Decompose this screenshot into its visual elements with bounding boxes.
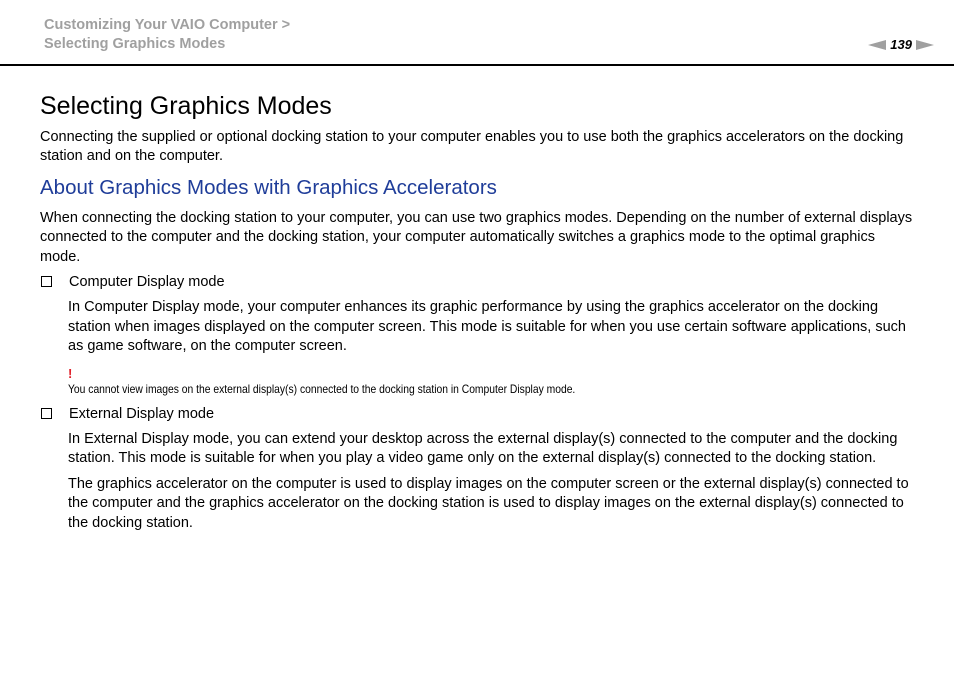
page-navigator xyxy=(868,37,934,52)
breadcrumb-current: Selecting Graphics Modes xyxy=(44,36,226,52)
note-text: You cannot view images on the external display(s) connected to the docking station in Computer Display mode. xyxy=(68,381,576,396)
page-title: Selecting Graphics Modes xyxy=(40,92,332,120)
page-number: 139 xyxy=(890,37,912,52)
note-block xyxy=(68,367,915,397)
mode-description: In Computer Display mode, your computer enhances its graphic performance by using the graphics accelerator on the docking station when images displayed on the computer screen. This mode is suitable for when you use certain software applications, such as game software, on the computer screen. xyxy=(68,299,906,355)
section-title: About Graphics Modes with Graphics Accelerators xyxy=(40,175,497,199)
main-content xyxy=(40,90,915,539)
section-intro-paragraph: When connecting the docking station to your computer, you can use two graphics modes. Depending on the number of external displays connected to the computer and the docking station, your computer automatically switches a graphics mode to the optimal graphics mode. xyxy=(40,209,913,265)
bullet-computer-display-mode xyxy=(40,273,915,292)
checkbox-bullet-icon xyxy=(41,276,52,287)
bullet-label: Computer Display mode xyxy=(69,274,225,291)
intro-paragraph: Connecting the supplied or optional docking station to your computer enables you to use both the graphics accelerators on the docking station and on the computer. xyxy=(40,129,904,165)
page-header xyxy=(0,0,954,66)
breadcrumb xyxy=(44,16,290,54)
previous-page-arrow-icon[interactable] xyxy=(868,40,886,50)
breadcrumb-parent[interactable]: Customizing Your VAIO Computer > xyxy=(44,17,291,33)
exclamation-icon: ! xyxy=(68,365,73,381)
next-page-arrow-icon[interactable] xyxy=(916,40,934,50)
bullet-label: External Display mode xyxy=(69,405,215,422)
mode-description: The graphics accelerator on the computer is used to display images on the computer screen or the external display(s) connected to the computer and the graphics accelerator on the docking station is used to display images on the external display(s) connected to the docking station. xyxy=(68,475,909,531)
bullet-external-display-mode xyxy=(40,405,915,424)
mode-description: In External Display mode, you can extend your desktop across the external display(s) connected to the computer and the docking station. This mode is suitable for when you play a video game only on the external display(s) connected to the docking station. xyxy=(68,431,898,467)
checkbox-bullet-icon xyxy=(41,408,52,419)
